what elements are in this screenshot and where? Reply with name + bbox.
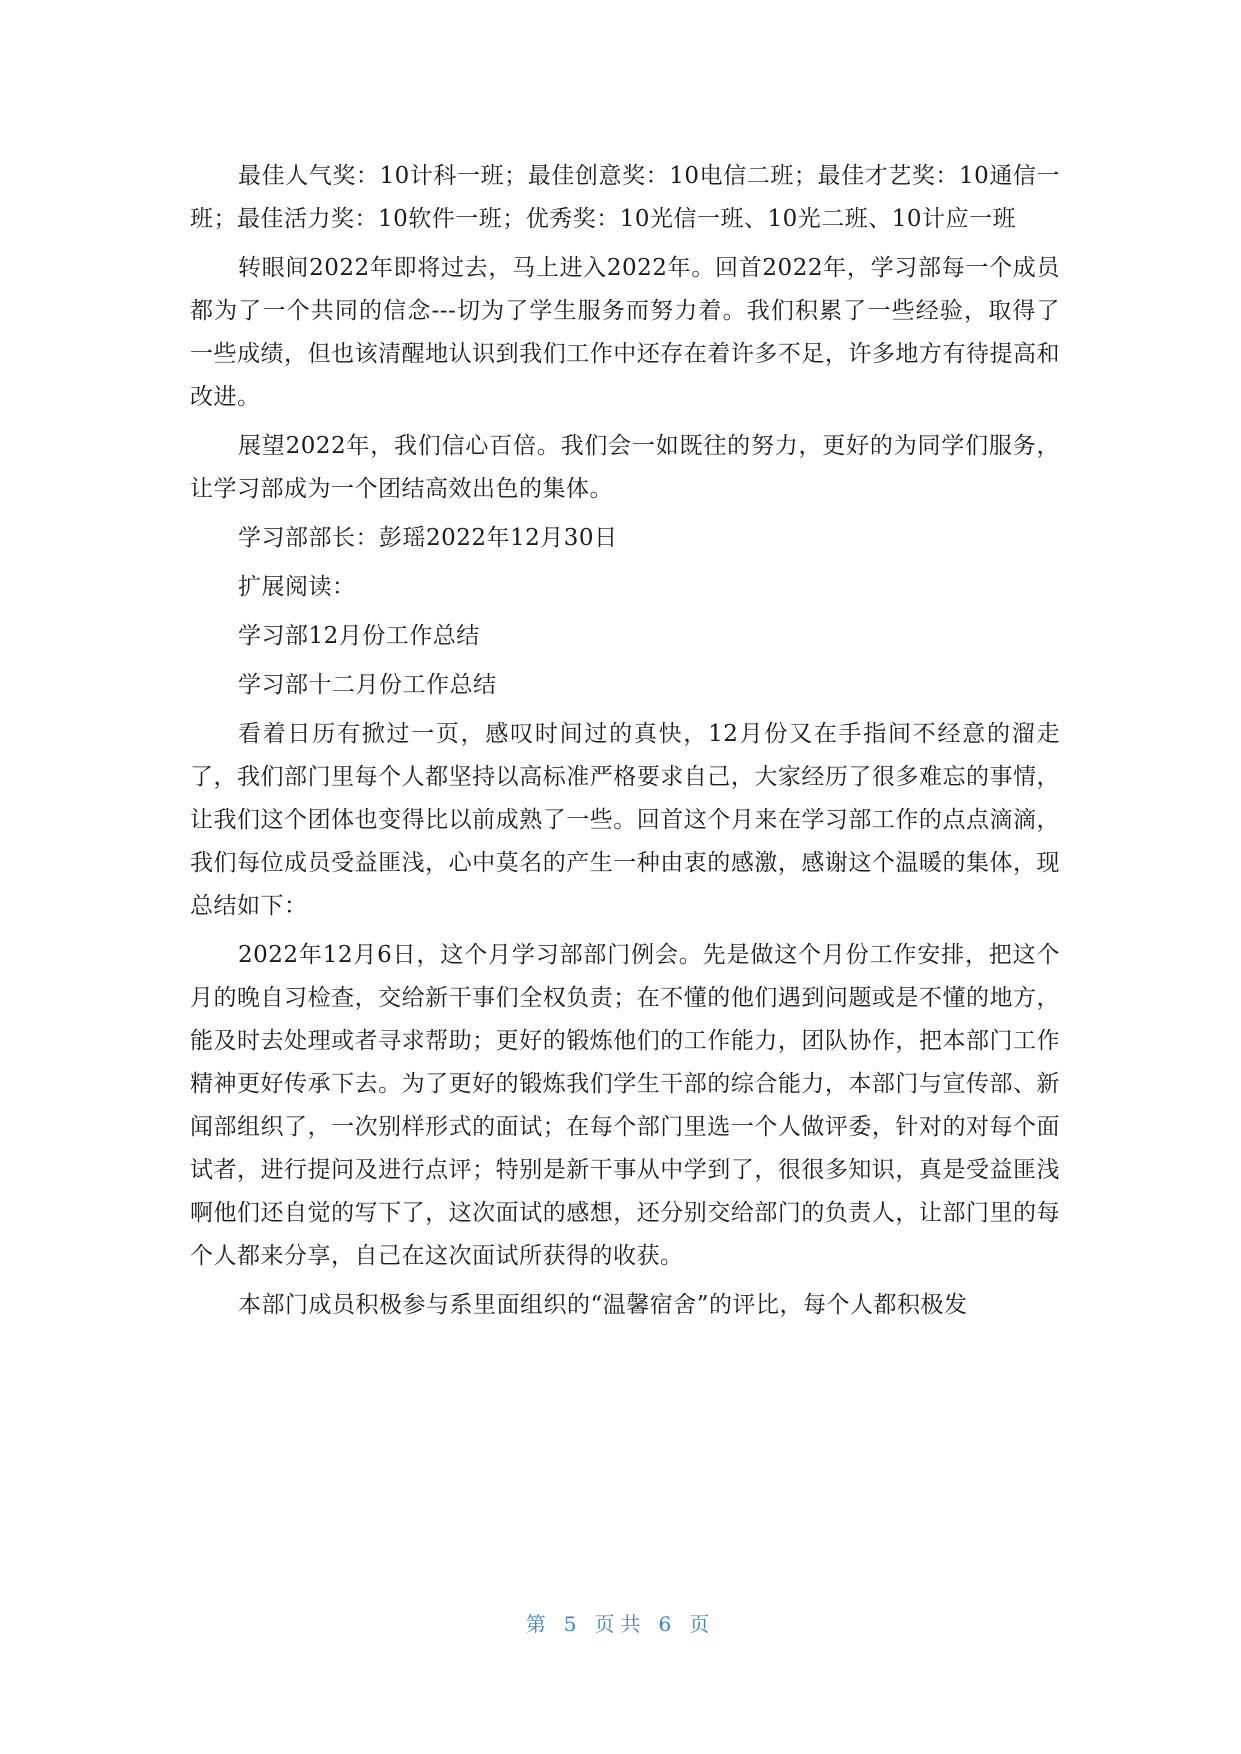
paragraph-awards: 最佳人气奖：10计科一班；最佳创意奖：10电信二班；最佳才艺奖：10通信一班；最佳活力奖：10软件一班；优秀奖：10光信一班、10光二班、10计应一班 — [190, 163, 1060, 232]
footer-suffix: 页 — [689, 1612, 716, 1636]
paragraph-review: 转眼间2022年即将过去，马上进入2022年。回首2022年，学习部每一个成员都为了一个共同的信念---切为了学生服务而努力着。我们积累了一些经验，取得了一些成绩，但也该清醒地认识到我们工作中还存在着许多不足，许多地方有待提高和改进。 — [190, 255, 1060, 410]
footer-middle: 页共 — [594, 1612, 647, 1636]
page-footer — [0, 1608, 1241, 1637]
paragraph-outlook: 展望2022年，我们信心百倍。我们会一如既往的努力，更好的为同学们服务，让学习部成为一个团结高效出色的集体。 — [190, 433, 1060, 502]
document-body — [190, 155, 1060, 1333]
paragraph-extended-reading: 扩展阅读： — [238, 574, 356, 600]
paragraph-signature: 学习部部长：彭瑶2022年12月30日 — [238, 525, 618, 551]
footer-current-page: 5 — [563, 1612, 583, 1636]
paragraph-heading-2: 学习部十二月份工作总结 — [238, 672, 497, 698]
paragraph-heading-1: 学习部12月份工作总结 — [238, 623, 480, 649]
footer-prefix: 第 — [525, 1612, 552, 1636]
paragraph-intro: 看着日历有掀过一页，感叹时间过的真快，12月份又在手指间不经意的溜走了，我们部门里每个人都坚持以高标准严格要求自己，大家经历了很多难忘的事情，让我们这个团体也变得比以前成熟了一些。回首这个月来在学习部工作的点点滴滴，我们每位成员受益匪浅，心中莫名的产生一种由衷的感激，感谢这个温暖的集体，现总结如下： — [190, 721, 1060, 919]
footer-total-pages: 6 — [658, 1612, 678, 1636]
paragraph-dorm: 本部门成员积极参与系里面组织的“温馨宿舍”的评比，每个人都积极发 — [238, 1292, 968, 1318]
paragraph-meeting: 2022年12月6日，这个月学习部部门例会。先是做这个月份工作安排，把这个月的晚自习检查，交给新干事们全权负责；在不懂的他们遇到问题或是不懂的地方，能及时去处理或者寻求帮助；更好的锻炼他们的工作能力，团队协作，把本部门工作精神更好传承下去。为了更好的锻炼我们学生干部的综合能力，本部门与宣传部、新闻部组织了，一次别样形式的面试；在每个部门里选一个人做评委，针对的对每个面试者，进行提问及进行点评；特别是新干事从中学到了，很很多知识，真是受益匪浅啊他们还自觉的写下了，这次面试的感想，还分别交给部门的负责人，让部门里的每个人都来分享，自己在这次面试所获得的收获。 — [190, 942, 1060, 1269]
